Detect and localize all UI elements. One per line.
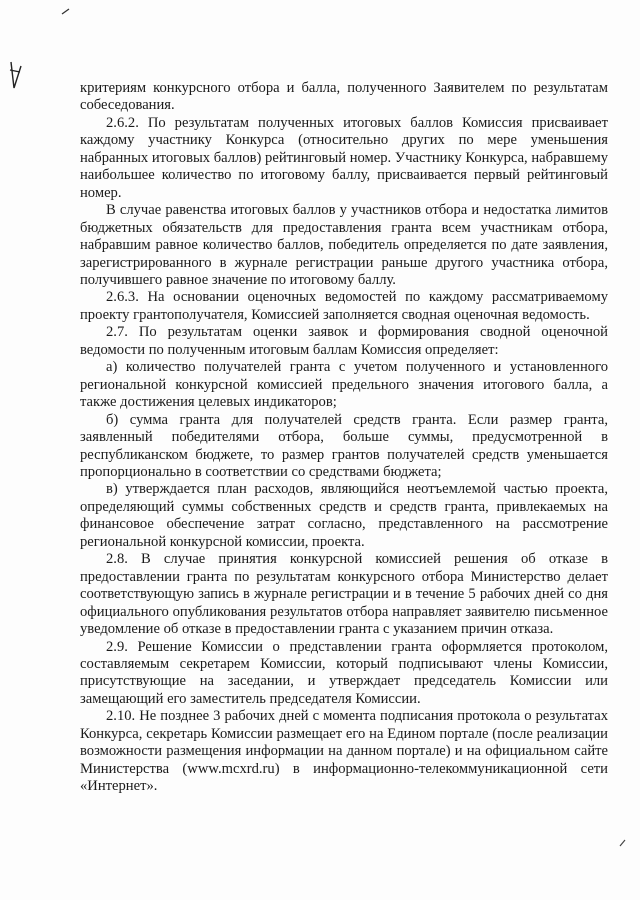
document-body xyxy=(80,80,608,796)
scan-mark-bottom xyxy=(618,838,628,848)
paragraph-2-8: 2.8. В случае принятия конкурсной комиссией решения об отказе в предоставлении гранта по результатам конкурсного отбора Министерство делает соответствующую запись в журнале регистрации и в течение 5 рабочих дней со дня официального опубликования результатов отбора направляет заявителю письменное уведомление об отказе в предоставлении гранта с указанием причин отказа. xyxy=(80,551,608,638)
scan-mark-top xyxy=(60,6,72,16)
paragraph-2-7-a: а) количество получателей гранта с учетом полученного и установленного региональной конкурсной комиссией предельного значения итогового балла, а также достижения целевых индикаторов; xyxy=(80,359,608,411)
paragraph-2-7-b: б) сумма гранта для получателей средств гранта. Если размер гранта, заявленный победителями отбора, больше суммы, предусмотренной в республиканском бюджете, то размер грантов получателей средств уменьшается пропорционально в соответствии со средствами бюджета; xyxy=(80,411,608,480)
scan-mark-margin xyxy=(8,58,24,92)
paragraph-2-6-3: 2.6.3. На основании оценочных ведомостей по каждому рассматриваемому проекту грантополучателя, Комиссией заполняется сводная оценочная ведомость. xyxy=(80,289,608,323)
paragraph-2-7-v: в) утверждается план расходов, являющийся неотъемлемой частью проекта, определяющий суммы собственных средств и средств гранта, привлекаемых на финансовое обеспечение затрат согласно, представленного на рассмотрение региональной конкурсной комиссии, проекта. xyxy=(80,481,608,550)
paragraph-2-6-2: 2.6.2. По результатам полученных итоговых баллов Комиссия присваивает каждому участнику Конкурса (относительно других по мере уменьшения набранных итоговых баллов) рейтинговый номер. Участнику Конкурса, набравшему наибольшее количество по итоговому баллу, присваивается первый рейтинговый номер. xyxy=(80,114,608,201)
paragraph-2-10: 2.10. Не позднее 3 рабочих дней с момента подписания протокола о результатах Конкурса, секретарь Комиссии размещает его на Едином портале (после реализации возможности размещения информации на данном портале) и на официальном сайте Министерства (www.mcxrd.ru) в информационно-телекоммуникационной сети «Интернет». xyxy=(80,708,608,795)
paragraph-1: критериям конкурсного отбора и балла, полученного Заявителем по результатам собеседования. xyxy=(80,80,608,114)
paragraph-2-7: 2.7. По результатам оценки заявок и формирования сводной оценочной ведомости по полученным итоговым баллам Комиссия определяет: xyxy=(80,324,608,358)
paragraph-tie-break: В случае равенства итоговых баллов у участников отбора и недостатка лимитов бюджетных обязательств для предоставления гранта всем участникам отбора, набравшим равное количество баллов, победитель определяется по дате заявления, зарегистрированного в журнале регистрации раньше другого участника отбора, получившего равное значение по итоговому баллу. xyxy=(80,202,608,288)
paragraph-2-9: 2.9. Решение Комиссии о представлении гранта оформляется протоколом, составляемым секретарем Комиссии, который подписывают члены Комиссии, присутствующие на заседании, и утверждает председатель Комиссии или замещающий его заместитель председателя Комиссии. xyxy=(80,638,608,707)
